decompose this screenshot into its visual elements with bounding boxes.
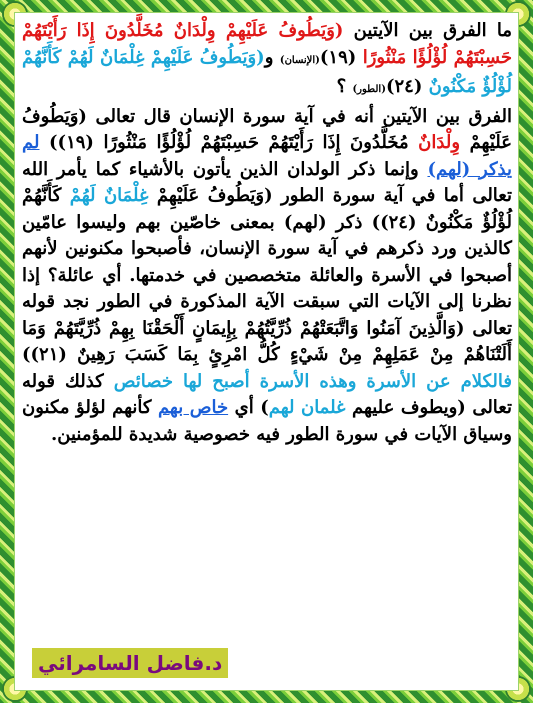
highlight-specific: خاص بهم [157, 397, 229, 418]
highlight-ghilman-lahum: غلمان لهم [268, 397, 346, 418]
verse-number: (٢٤) [385, 76, 429, 97]
highlight-family: فالكلام عن الأسرة وهذه الأسرة أصبح لها خصائص [113, 370, 512, 392]
answer-text: الفرق بين الآيتين أنه في آية سورة الإنسان قال تعالى (وَيَطُوفُ عَلَيْهِمْ [22, 105, 512, 153]
answer-text: كَأَنَّهُمْ لُؤْلُؤٌ مَكْنُونٌ (٢٤)) ذكر (لهم) بمعنى خاصّين بهم وليسوا عامّين كالذين ورد ذكرهم في آية سورة الإنسان، فأصبحوا مكنونين لأنهم أصبحوا في الأسرة والعائلة متخصصين في خدمتها. أي عائلة؟ إذا نظرنا إلى الآيات التي سبقت الآية المذكورة في الطور نجد قوله تعالى (وَالَّذِينَ آمَنُوا وَاتَّبَعَتْهُمْ ذُرِّيَّتُهُمْ بِإِيمَانٍ أَلْحَقْنَا بِهِمْ ذُرِّيَّتَهُمْ وَمَا أَلَتْنَاهُمْ مِنْ عَمَلِهِمْ مِنْ شَيْءٍ كُلُّ امْرِئٍ بِمَا كَسَبَ رَهِينٌ (٢١)) [22, 185, 513, 365]
verse-tur: (وَيَطُوفُ عَلَيْهِمْ غِلْمَانٌ لَهُمْ كَأَنَّهُمْ لُؤْلُؤٌ مَكْنُونٌ [22, 46, 512, 97]
answer-text: كذلك قوله تعالى (ويطوف عليهم [22, 370, 512, 418]
surah-reference: (الطور) [352, 84, 386, 95]
question-text: ما الفرق بين الآيتين [343, 20, 512, 41]
question-paragraph [22, 18, 512, 104]
answer-text: ) أي [228, 397, 269, 418]
answer-text: كأنهم لؤلؤ مكنون وسياق الآيات في سورة الطور فيه خصوصية شديدة للمؤمنين. [22, 397, 512, 445]
conjunction-text: و [264, 46, 280, 68]
question-mark: ؟ [336, 76, 353, 97]
answer-paragraph [22, 104, 512, 449]
author-signature: د.فاضل السامرائي [32, 648, 228, 678]
highlight-wildan: وِلْدَانٌ [418, 132, 461, 153]
verse-number: (١٩) [319, 46, 363, 68]
article-body [22, 18, 512, 686]
highlight-ghilman: غِلْمَانٌ لَهُمْ [69, 185, 149, 206]
verse-insan: (وَيَطُوفُ عَلَيْهِمْ وِلْدَانٌ مُخَلَّدُونَ إِذَا رَأَيْتَهُمْ حَسِبْتَهُمْ لُؤْلُؤًا مَنْثُورًا [22, 20, 513, 68]
highlight-not-mentioned: لم يذكر (لهم) [22, 132, 512, 180]
surah-reference: (الإنسان) [279, 54, 320, 66]
answer-text: مُخَلَّدُونَ إِذَا رَأَيْتَهُمْ حَسِبْتَهُمْ لُؤْلُؤًا مَنْثُورًا (١٩)) [39, 132, 419, 153]
answer-text: وإنما ذكر الولدان الذين يأتون بالأشياء كما يأمر الله تعالى أما في آية سورة الطور (وَيَطُوفُ عَلَيْهِمْ [22, 158, 512, 206]
